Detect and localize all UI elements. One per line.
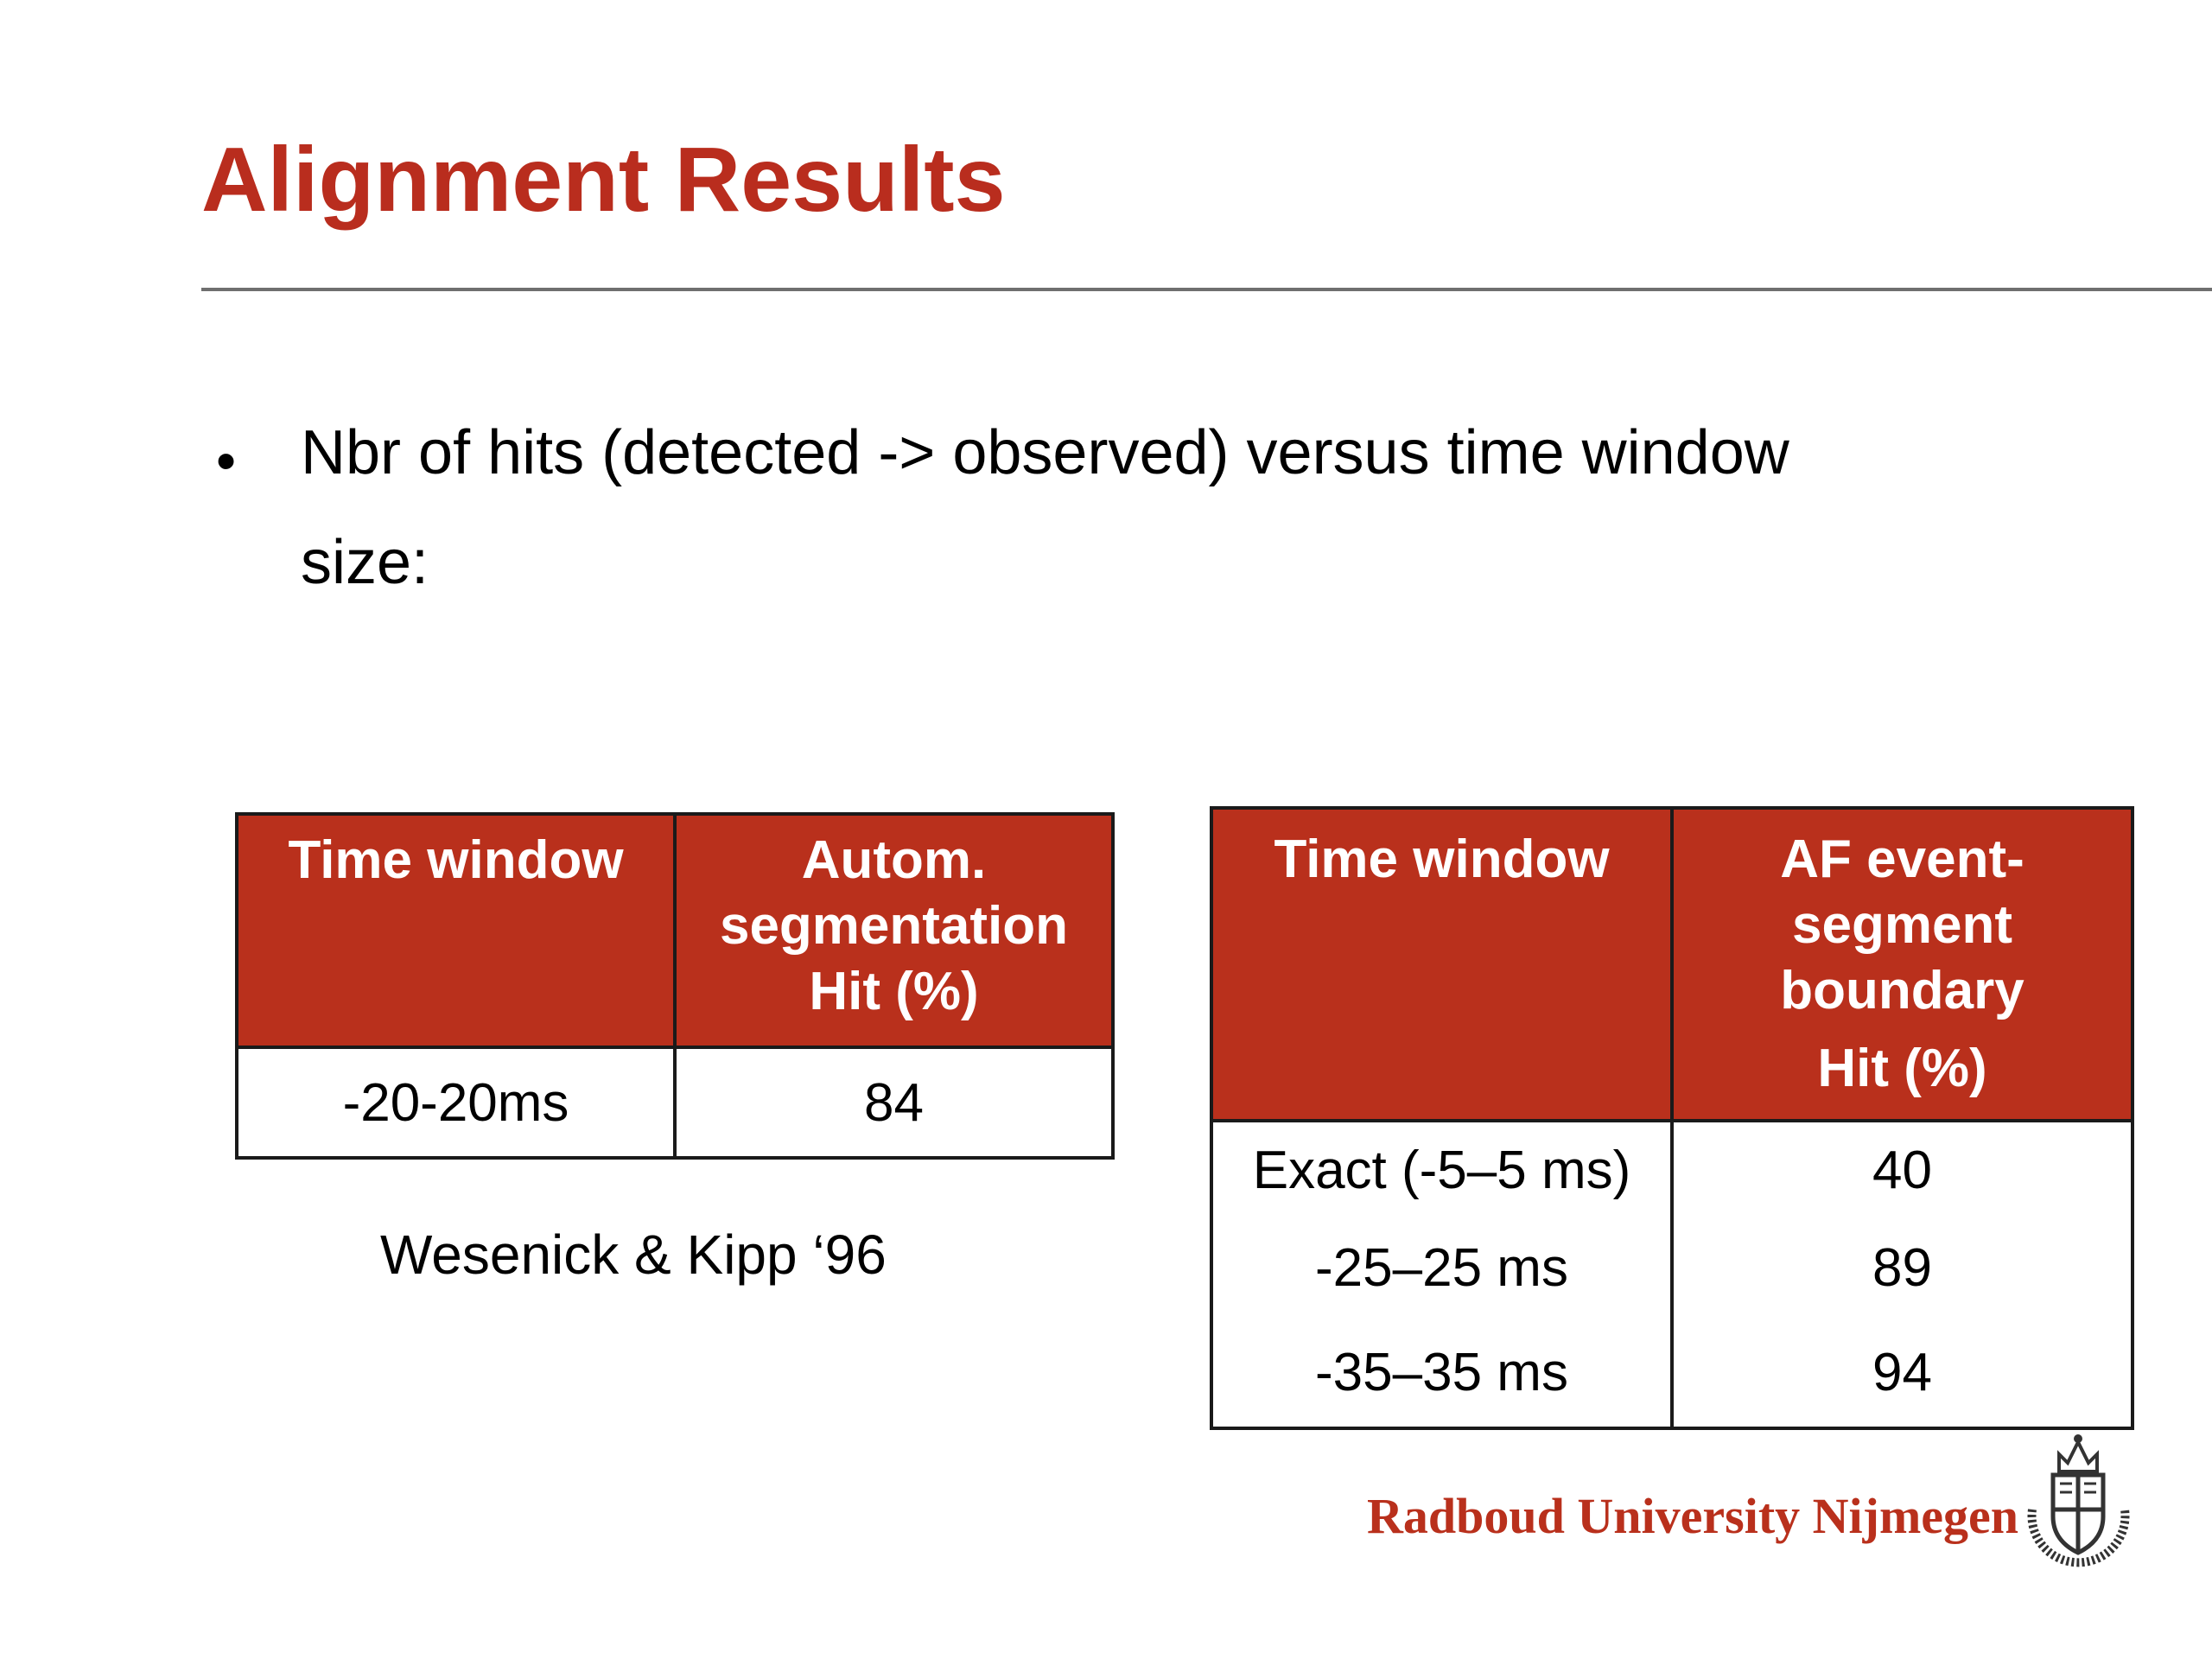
university-logo-text: Radboud University Nijmegen xyxy=(1367,1488,2019,1544)
header-af-event-segment-boundary: AF event- segment boundary xyxy=(1780,830,2024,1020)
cell-time-window: -35–35 ms xyxy=(1211,1319,1672,1428)
slide-title: Alignment Results xyxy=(201,129,1006,231)
table-header-row xyxy=(237,814,1113,1047)
autom-segmentation-table xyxy=(235,812,1115,1160)
cell-hit-percent: 94 xyxy=(1672,1319,2133,1428)
header-af-event-segment-boundary-hit xyxy=(1672,808,2133,1121)
header-time-window: Time window xyxy=(1211,808,1672,1121)
table-header-row xyxy=(1211,808,2133,1121)
table-row xyxy=(1211,1121,2133,1217)
af-event-boundary-table xyxy=(1210,806,2134,1430)
cell-hit-percent: 89 xyxy=(1672,1217,2133,1319)
cell-time-window: -20-20ms xyxy=(237,1047,675,1158)
bullet-icon: • xyxy=(216,429,237,493)
table-row xyxy=(1211,1217,2133,1319)
title-divider xyxy=(201,288,2212,291)
header-time-window: Time window xyxy=(237,814,675,1047)
header-hit-percent: Hit (%) xyxy=(1817,1039,1987,1098)
bullet-text-line-1: Nbr of hits (detected -> observed) versus time window xyxy=(301,418,1789,487)
table-row xyxy=(1211,1319,2133,1428)
cell-time-window: Exact (-5–5 ms) xyxy=(1211,1121,1672,1217)
university-seal-icon xyxy=(2020,1430,2137,1581)
bullet-text-line-2: size: xyxy=(301,528,429,597)
header-autom-segmentation-hit: Autom. segmentation Hit (%) xyxy=(675,814,1113,1047)
cell-hit-percent: 40 xyxy=(1672,1121,2133,1217)
table-row xyxy=(237,1047,1113,1158)
cell-time-window: -25–25 ms xyxy=(1211,1217,1672,1319)
cell-hit-percent: 84 xyxy=(675,1047,1113,1158)
citation-caption: Wesenick & Kipp ‘96 xyxy=(380,1224,887,1286)
